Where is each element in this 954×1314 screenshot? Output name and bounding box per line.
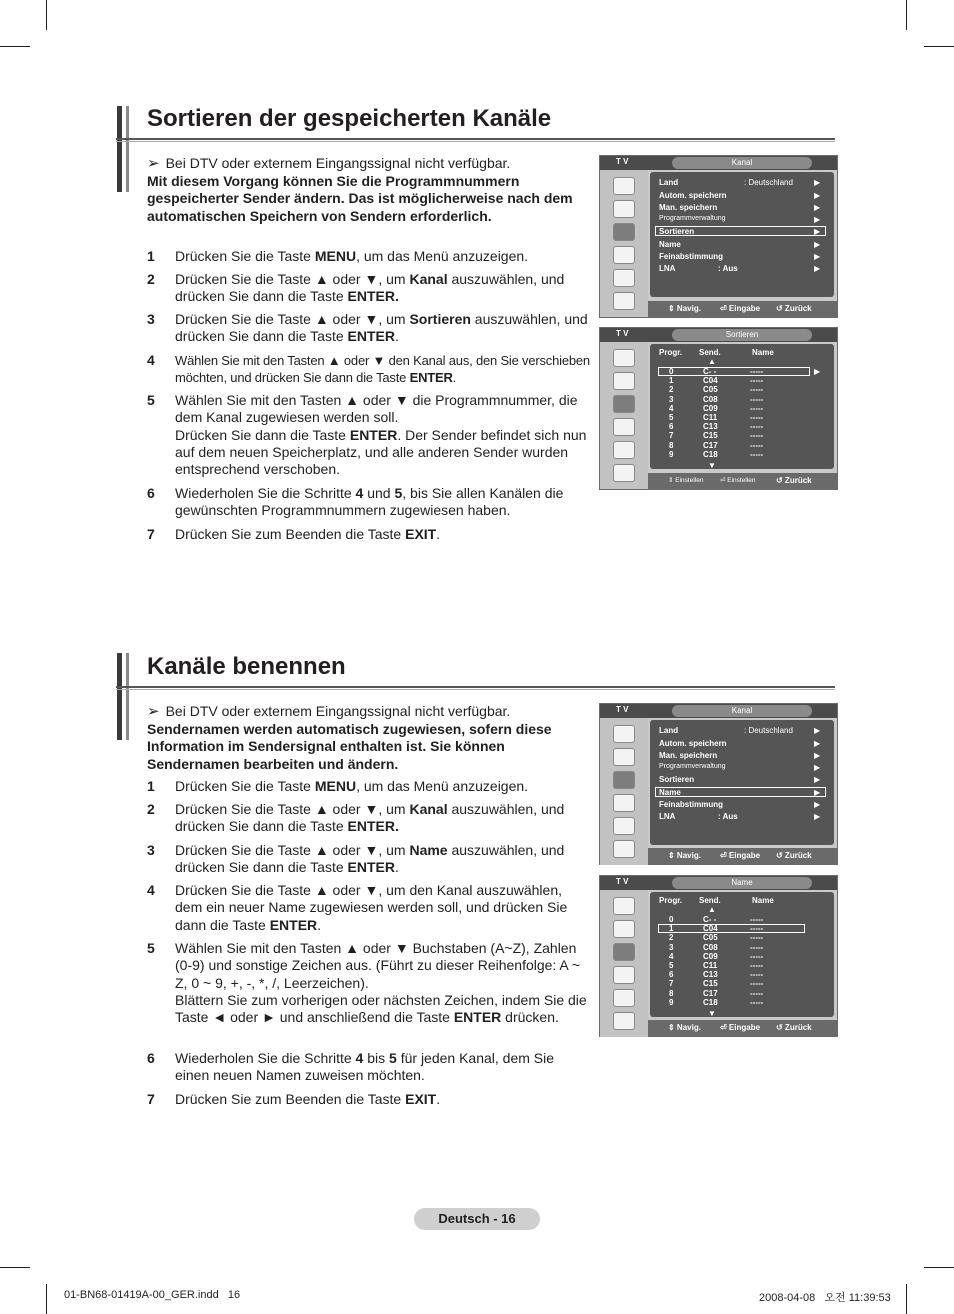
step-item (147, 1091, 592, 1108)
selected-highlight (655, 787, 826, 797)
sound-icon (613, 200, 635, 218)
menu-item: Land (659, 178, 679, 187)
application-icon (613, 464, 635, 482)
channel-progr: 6 (669, 970, 674, 980)
channel-progr: 9 (669, 449, 674, 459)
step-number: 2 (147, 801, 155, 817)
crop-mark (924, 46, 954, 47)
channel-name: ----- (750, 915, 764, 924)
step-item (147, 248, 592, 265)
menu-item: Name (659, 788, 681, 797)
menu-sidebar (600, 890, 648, 1037)
menu-content (650, 892, 834, 1017)
section-bar (117, 653, 122, 740)
channel-name: ----- (750, 970, 764, 980)
channel-progr: 2 (669, 933, 674, 943)
channel-progr: 0 (669, 915, 674, 924)
step-text: Drücken Sie zum Beenden die Taste EXIT. (175, 1091, 441, 1107)
arrow-right-icon: ▶ (814, 763, 821, 772)
menu-footer (648, 1020, 837, 1036)
tv-menu-kanal (599, 155, 838, 318)
land-value: : Deutschland (744, 726, 793, 735)
channel-send: C13 (703, 422, 718, 432)
step-text: Drücken Sie die Taste ▲ oder ▼, um Name auszuwählen, und drücken Sie dann die Taste ENTER. (175, 842, 565, 876)
channel-progr: 3 (669, 942, 674, 952)
channel-progr: 1 (669, 376, 674, 386)
channel-name: ----- (750, 431, 764, 441)
channel-name: ----- (750, 951, 764, 961)
channel-send: C11 (703, 413, 718, 422)
title-rule (116, 138, 835, 140)
footer-eingabe: ⏎ Eingabe (720, 851, 761, 860)
arrow-right-icon: ▶ (814, 178, 821, 187)
section-title: Sortieren der gespeicherten Kanäle (147, 105, 552, 132)
channel-name: ----- (750, 924, 764, 934)
column-send: Send. (699, 896, 721, 905)
land-value: : Deutschland (744, 178, 793, 187)
channel-send: C17 (703, 440, 718, 450)
page-number: Deutsch - 16 (414, 1208, 540, 1230)
arrow-right-icon: ▶ (814, 788, 821, 797)
channel-progr: 5 (669, 413, 674, 422)
channel-send: C04 (703, 376, 718, 386)
step-number: 3 (147, 842, 155, 858)
channel-name: ----- (750, 413, 764, 422)
menu-footer (648, 848, 837, 864)
column-progr: Progr. (659, 348, 683, 357)
channel-progr: 3 (669, 394, 674, 404)
menu-footer (648, 473, 837, 489)
selected-highlight (658, 367, 810, 376)
menu-header (600, 156, 837, 170)
picture-icon (613, 349, 635, 367)
tv-label: T V (616, 877, 629, 886)
crop-mark (906, 0, 907, 30)
footer-navig: ⇕ Navig. (668, 1023, 701, 1032)
channel-name: ----- (750, 394, 764, 404)
channel-name: ----- (750, 942, 764, 952)
step-number: 3 (147, 311, 155, 327)
channel-send: C- - (703, 367, 717, 376)
step-text: Wählen Sie mit den Tasten ▲ oder ▼ Buchstaben (A~Z), Zahlen (0-9) und sonstige Zeichen aus. (Führt zu dieser Reihenfolge: A ~ Z, 0 ~ 9, +, -, *, /, Leerzeichen). Blättern Sie zum vorherigen oder nächsten Zeichen, indem Sie die Taste ◄ oder ► und anschließend die Taste ENTER drücken. (175, 940, 587, 1026)
crop-mark (0, 46, 30, 47)
step-number: 5 (147, 940, 155, 956)
arrow-right-icon: ▶ (814, 203, 821, 212)
footer-zurueck: ↺ Zurück (776, 476, 812, 485)
column-send: Send. (699, 348, 721, 357)
note (147, 155, 592, 172)
intro-text: Sendernamen werden automatisch zugewiesen, sofern diese Information im Sendersignal enthalten ist. Sie können Sendernamen bearbeiten und ändern. (147, 721, 552, 772)
arrow-right-icon: ▶ (814, 191, 821, 200)
step-text: Drücken Sie die Taste ▲ oder ▼, um Kanal auszuwählen, und drücken Sie dann die Taste ENTER. (175, 271, 565, 305)
tv-menu-sortieren (599, 327, 838, 490)
channel-name: ----- (750, 933, 764, 943)
channel-progr: 2 (669, 385, 674, 395)
arrow-right-icon: ▶ (814, 240, 821, 249)
channel-progr: 7 (669, 431, 674, 441)
channel-name: ----- (750, 440, 764, 450)
channel-name: ----- (750, 367, 764, 376)
note-text: Bei DTV oder externem Eingangssignal nicht verfügbar. (165, 155, 511, 171)
note-text: Bei DTV oder externem Eingangssignal nicht verfügbar. (165, 703, 511, 719)
setup-icon (613, 794, 635, 812)
footer-navig: ⇕ Navig. (668, 851, 701, 860)
input-icon (613, 269, 635, 287)
menu-content (650, 344, 834, 469)
channel-progr: 6 (669, 422, 674, 432)
channel-send: C08 (703, 942, 718, 952)
footer-zurueck: ↺ Zurück (776, 1023, 812, 1032)
tv-label: T V (616, 157, 629, 166)
channel-send: C18 (703, 997, 718, 1007)
step-number: 7 (147, 1091, 155, 1107)
setup-icon (613, 418, 635, 436)
step-item (147, 392, 592, 478)
arrow-right-icon: ▶ (814, 726, 821, 735)
channel-progr: 1 (669, 924, 674, 934)
section-bar (126, 106, 129, 192)
channel-send: C- - (703, 915, 717, 924)
column-name: Name (752, 348, 774, 357)
step-number: 6 (147, 485, 155, 501)
step-number: 5 (147, 392, 155, 408)
arrow-right-icon: ▶ (814, 800, 821, 809)
step-number: 7 (147, 526, 155, 542)
step-text: Drücken Sie zum Beenden die Taste EXIT. (175, 526, 441, 542)
channel-progr: 8 (669, 440, 674, 450)
lna-value: : Aus (718, 812, 738, 821)
step-item (147, 352, 592, 387)
step-text: Drücken Sie die Taste ▲ oder ▼, um Kanal auszuwählen, und drücken Sie dann die Taste ENTER. (175, 801, 565, 835)
menu-item: Sortieren (659, 227, 695, 236)
channel-send: C09 (703, 403, 718, 413)
menu-sidebar (600, 342, 648, 489)
menu-title: Name (672, 877, 812, 889)
menu-sidebar (600, 170, 648, 317)
scroll-down-icon: ▼ (708, 1009, 716, 1018)
channel-progr: 5 (669, 961, 674, 970)
step-text: Wählen Sie mit den Tasten ▲ oder ▼ die Programmnummer, die dem Kanal zugewiesen werden soll. Drücken Sie dann die Taste ENTER. Der Sender befindet sich nun auf dem neuen Speicherplatz, und alle anderen Sender wurden entsprechend verschoben. (175, 392, 587, 478)
arrow-right-icon: ▶ (814, 252, 821, 261)
channel-send: C15 (703, 979, 718, 989)
channel-icon (613, 395, 635, 413)
footer-zurueck: ↺ Zurück (776, 851, 812, 860)
step-number: 4 (147, 352, 155, 368)
channel-progr: 7 (669, 979, 674, 989)
channel-send: C15 (703, 431, 718, 441)
arrow-right-icon: ▶ (814, 367, 821, 376)
step-text: Drücken Sie die Taste ▲ oder ▼, um Sortieren auszuwählen, und drücken Sie dann die Taste ENTER. (175, 311, 588, 345)
note-arrow-icon: ➢ (147, 155, 160, 172)
section-title: Kanäle benennen (147, 653, 346, 680)
footer-zurueck: ↺ Zurück (776, 304, 812, 313)
crop-mark (906, 1284, 907, 1314)
file-info: 01-BN68-01419A-00_GER.indd 16 (64, 1289, 241, 1301)
input-icon (613, 441, 635, 459)
footer-eingabe: ⏎ Eingabe (720, 1023, 761, 1032)
step-item (147, 271, 592, 306)
step-text: Drücken Sie die Taste MENU, um das Menü anzuzeigen. (175, 248, 529, 264)
input-icon (613, 817, 635, 835)
application-icon (613, 1012, 635, 1030)
arrow-right-icon: ▶ (814, 812, 821, 821)
channel-name: ----- (750, 422, 764, 432)
step-number: 1 (147, 778, 155, 794)
picture-icon (613, 725, 635, 743)
timestamp: 2008-04-08 오전 11:39:53 (759, 1292, 891, 1304)
arrow-right-icon: ▶ (814, 227, 821, 236)
step-number: 1 (147, 248, 155, 264)
menu-sidebar (600, 718, 648, 865)
crop-mark (46, 0, 47, 30)
step-text: Wiederholen Sie die Schritte 4 und 5, bis Sie allen Kanälen die gewünschten Programmnummern zugewiesen haben. (175, 485, 564, 519)
menu-item: Feinabstimmung (659, 252, 724, 261)
step-number: 2 (147, 271, 155, 287)
step-item (147, 842, 592, 877)
step-text: Drücken Sie die Taste MENU, um das Menü anzuzeigen. (175, 778, 529, 794)
sound-icon (613, 748, 635, 766)
note-arrow-icon: ➢ (147, 703, 160, 720)
channel-icon (613, 943, 635, 961)
title-rule (116, 689, 835, 690)
step-item (147, 801, 592, 836)
menu-item: Man. speichern (659, 751, 718, 760)
column-progr: Progr. (659, 896, 683, 905)
menu-title: Sortieren (672, 329, 812, 341)
footer-navig: ⇕ Navig. (668, 304, 701, 313)
menu-item: Sortieren (659, 775, 695, 784)
footer-einstellen: ⇕ Einstellen (668, 477, 704, 484)
sound-icon (613, 920, 635, 938)
step-item (147, 485, 592, 520)
picture-icon (613, 897, 635, 915)
arrow-right-icon: ▶ (814, 739, 821, 748)
title-rule (116, 141, 835, 142)
crop-mark (46, 1284, 47, 1314)
step-text: Wählen Sie mit den Tasten ▲ oder ▼ den Kanal aus, den Sie verschieben möchten, und drücken Sie dann die Taste ENTER. (175, 353, 590, 386)
title-rule (116, 686, 835, 688)
step-item (147, 526, 592, 543)
step-item (147, 311, 592, 346)
channel-send: C08 (703, 394, 718, 404)
selected-highlight (655, 226, 826, 236)
crop-mark (924, 1267, 954, 1268)
step-number: 4 (147, 882, 155, 898)
menu-header (600, 704, 837, 718)
tv-menu-name (599, 875, 838, 1037)
footer-einstellen: ⏎ Einstellen (720, 477, 756, 484)
input-icon (613, 989, 635, 1007)
setup-icon (613, 966, 635, 984)
step-text: Drücken Sie die Taste ▲ oder ▼, um den Kanal auszuwählen, dem ein neuer Name zugewiesen werden soll, und drücken Sie dann die Taste ENTER. (175, 882, 568, 933)
channel-name: ----- (750, 961, 764, 970)
arrow-right-icon: ▶ (814, 775, 821, 784)
picture-icon (613, 177, 635, 195)
channel-send: C17 (703, 988, 718, 998)
menu-item: Programmverwaltung (659, 215, 726, 222)
channel-name: ----- (750, 997, 764, 1007)
menu-title: Kanal (672, 157, 812, 169)
step-number: 6 (147, 1050, 155, 1066)
menu-item: Feinabstimmung (659, 800, 724, 809)
channel-icon (613, 223, 635, 241)
menu-item: Programmverwaltung (659, 763, 726, 770)
menu-footer (648, 301, 837, 317)
channel-progr: 4 (669, 951, 674, 961)
channel-send: C13 (703, 970, 718, 980)
arrow-right-icon: ▶ (814, 264, 821, 273)
footer-eingabe: ⏎ Eingabe (720, 304, 761, 313)
sound-icon (613, 372, 635, 390)
menu-item: Land (659, 726, 679, 735)
menu-item: Man. speichern (659, 203, 718, 212)
menu-header (600, 876, 837, 890)
step-item (147, 778, 592, 795)
application-icon (613, 840, 635, 858)
application-icon (613, 292, 635, 310)
arrow-right-icon: ▶ (814, 751, 821, 760)
column-name: Name (752, 896, 774, 905)
channel-send: C11 (703, 961, 718, 970)
tv-label: T V (616, 705, 629, 714)
channel-name: ----- (750, 385, 764, 395)
menu-title: Kanal (672, 705, 812, 717)
channel-send: C04 (703, 924, 718, 934)
step-text: Wiederholen Sie die Schritte 4 bis 5 für jeden Kanal, dem Sie einen neuen Namen zuweisen möchten. (175, 1050, 555, 1084)
channel-send: C18 (703, 449, 718, 459)
channel-send: C05 (703, 933, 718, 943)
menu-item: Autom. speichern (659, 739, 727, 748)
tv-menu-kanal (599, 703, 838, 865)
scroll-up-icon: ▲ (708, 357, 716, 366)
channel-name: ----- (750, 403, 764, 413)
channel-name: ----- (750, 449, 764, 459)
menu-item: Autom. speichern (659, 191, 727, 200)
section-bar (126, 653, 129, 740)
crop-mark (0, 1267, 30, 1268)
channel-send: C09 (703, 951, 718, 961)
menu-header (600, 328, 837, 342)
tv-label: T V (616, 329, 629, 338)
menu-item: LNA (659, 264, 676, 273)
menu-item: LNA (659, 812, 676, 821)
scroll-up-icon: ▲ (708, 905, 716, 914)
channel-progr: 0 (669, 367, 674, 376)
channel-name: ----- (750, 988, 764, 998)
channel-name: ----- (750, 979, 764, 989)
scroll-down-icon: ▼ (708, 461, 716, 470)
step-item (147, 940, 592, 1026)
selected-highlight (658, 924, 805, 933)
lna-value: : Aus (718, 264, 738, 273)
arrow-right-icon: ▶ (814, 215, 821, 224)
step-item (147, 882, 592, 934)
channel-name: ----- (750, 376, 764, 386)
section-bar (117, 106, 122, 192)
setup-icon (613, 246, 635, 264)
channel-send: C05 (703, 385, 718, 395)
channel-progr: 8 (669, 988, 674, 998)
channel-progr: 4 (669, 403, 674, 413)
menu-item: Name (659, 240, 681, 249)
intro-text: Mit diesem Vorgang können Sie die Programmnummern gespeicherter Sender ändern. Das ist möglicherweise nach dem automatischen Speichern von Sendern erforderlich. (147, 173, 573, 224)
step-item (147, 1050, 592, 1085)
channel-icon (613, 771, 635, 789)
note (147, 703, 592, 720)
channel-progr: 9 (669, 997, 674, 1007)
